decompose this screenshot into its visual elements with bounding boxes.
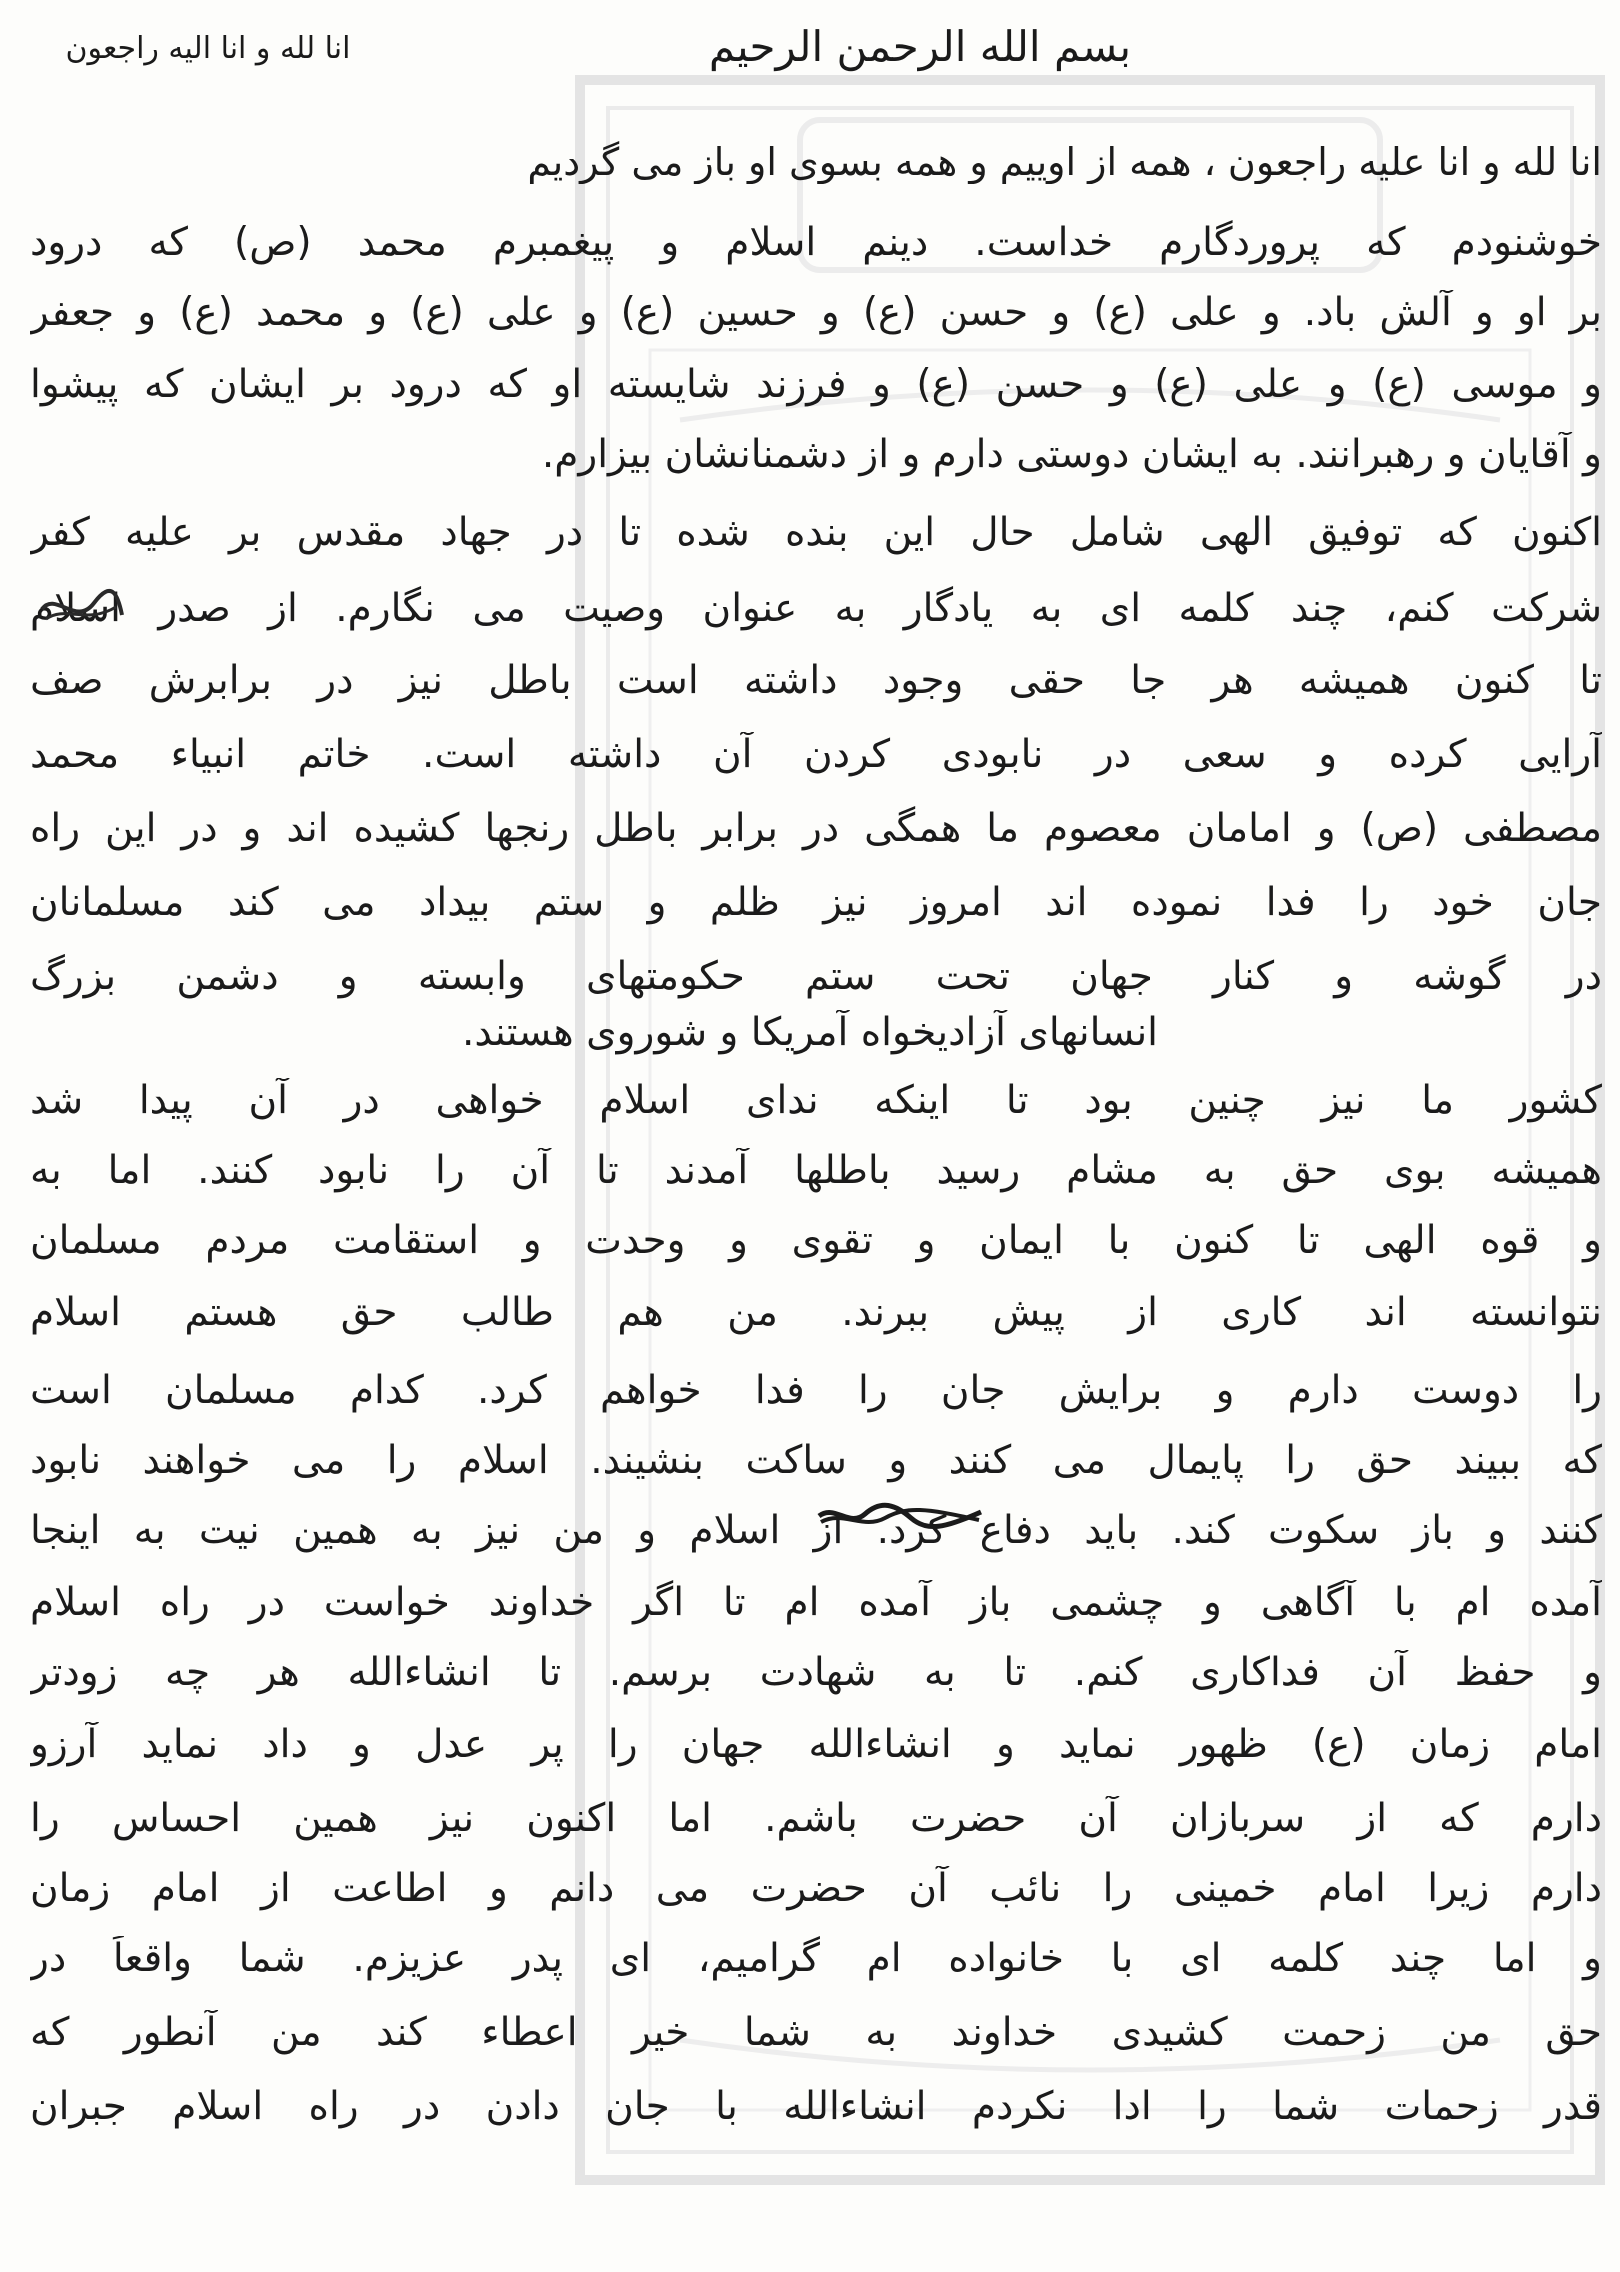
- margin-scribble: [36, 585, 126, 633]
- body-line: و موسی (ع) و علی (ع) و حسن (ع) و فرزند شایسته او که درود بر ایشان که پیشوا: [30, 362, 1602, 407]
- body-line: اکنون که توفیق الهی شامل حال این بنده شده تا در جهاد مقدس بر علیه کفر: [30, 510, 1602, 555]
- body-line: حق من زحمت کشیدی خداوند به شما خیر اعطاء کند من آنطور که: [30, 2010, 1602, 2055]
- body-line: خوشنودم که پروردگارم خداست. دینم اسلام و پیغمبرم محمد (ص) که درود: [30, 220, 1602, 265]
- body-line: کنند و باز سکوت کند. باید دفاع کرد. از اسلام و من نیز به همین نیت به اینجا: [30, 1508, 1602, 1553]
- body-line: که ببیند حق را پایمال می کنند و ساکت بنشیند. اسلام را می خواهند نابود: [30, 1438, 1602, 1483]
- body-line: همیشه بوی حق به مشام رسید باطلها آمدند تا آن را نابود کنند. اما به: [30, 1148, 1602, 1193]
- body-line: امام زمان (ع) ظهور نماید و انشاءالله جهان را پر عدل و داد نماید آرزو: [30, 1722, 1602, 1767]
- body-line: و اما چند کلمه ای با خانواده ام گرامیم، ای پدر عزیزم. شما واقعاً در: [30, 1936, 1602, 1981]
- body-line: دارم که از سربازان آن حضرت باشم. اما اکنون نیز همین احساس را: [30, 1796, 1602, 1841]
- margin-note: [18, 18, 398, 80]
- body-line: کشور ما نیز چنین بود تا اینکه ندای اسلام خواهی در آن پیدا شد: [30, 1078, 1602, 1123]
- body-line: جان خود را فدا نموده اند امروز نیز ظلم و ستم بیداد می کند مسلمانان: [30, 880, 1602, 925]
- body-line: نتوانسته اند کاری از پیش ببرند. من هم طالب حق هستم اسلام: [30, 1290, 1602, 1335]
- body-line: تا کنون همیشه هر جا حقی وجود داشته است باطل نیز در برابرش صف: [30, 658, 1602, 703]
- body-line: و آقایان و رهبرانند. به ایشان دوستی دارم و از دشمنانشان بیزارم.: [541, 432, 1602, 477]
- body-line: و حفظ آن فداکاری کنم. تا به شهادت برسم. تا انشاءالله هر چه زودتر: [30, 1650, 1602, 1695]
- body-line: انا لله و انا علیه راجعون ، همه از اوییم و همه بسوی او باز می گردیم: [527, 140, 1602, 184]
- body-line: را دوست دارم و برایش جان را فدا خواهم کرد. کدام مسلمان است: [30, 1368, 1602, 1413]
- body-line: قدر زحمات شما را ادا نکردم انشاءالله با جان دادن در راه اسلام جبران: [30, 2084, 1602, 2129]
- body-line: آرایی کرده و سعی در نابودی کردن آن داشته است. خاتم انبیاء محمد: [30, 732, 1602, 777]
- body-line: در گوشه و کنار جهان تحت ستم حکومتهای وابسته و دشمن بزرگ: [30, 954, 1602, 999]
- body-line: دارم زیرا امام خمینی را نائب آن حضرت می دانم و اطاعت از امام زمان: [30, 1866, 1602, 1911]
- crossed-out-scribble: [815, 1498, 985, 1534]
- margin-note-line: انا لله و انا الیه راجعون: [65, 31, 351, 66]
- body-line: انسانهای آزادیخواه آمریکا و شوروی هستند.: [461, 1010, 1159, 1055]
- body-line: آمده ام با آگاهی و چشمی باز آمده ام تا اگر خداوند خواست در راه اسلام: [30, 1580, 1602, 1625]
- body-line: شرکت کنم، چند کلمه ای به یادگار به عنوان وصیت می نگارم. از صدر اسلام: [30, 586, 1602, 631]
- body-line: بر او و آلش باد. و علی (ع) و حسن (ع) و حسین (ع) و علی (ع) و محمد (ع) و جعفر: [30, 290, 1602, 335]
- bismillah-title: بسم الله الرحمن الرحیم: [708, 22, 1132, 71]
- body-line: و قوه الهی تا کنون با ایمان و تقوی و وحدت و استقامت مردم مسلمان: [30, 1218, 1602, 1263]
- body-line: مصطفی (ص) و امامان معصوم ما همگی در برابر باطل رنجها کشیده اند و در این راه: [30, 806, 1602, 851]
